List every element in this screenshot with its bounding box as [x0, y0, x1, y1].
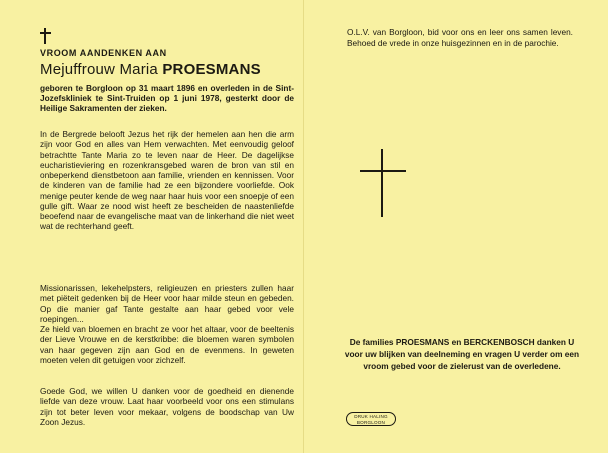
small-cross-icon	[40, 28, 51, 44]
printer-town: BORGLOON	[356, 420, 386, 425]
printer-name: DRUK HALING	[354, 414, 388, 419]
prayer-text: O.L.V. van Borgloon, bid voor ons en leer ons samen leven. Behoed de vrede in onze huisgezinnen en in de parochie.	[347, 27, 573, 48]
text-paragraph: In de Bergrede belooft Jezus het rijk der hemelen aan hen die arm zijn voor God en alles van Hem verwachten. Met eenvoudig geloof betrachtte Tante Maria zo te leven naar de Heer. De dagelijkse eucharistieviering en rozenkransgebed waren de bron van stil en onbeperkend dienstbetoon aan familie, vrienden en kennissen. Voor de kinderen van de familie had ze een bijzondere voorliefde. Ook menige peuter kende de weg naar haar huis voor een snoepje of een gulle gift. Waar ze nood wist heeft ze bescheiden de naastenliefde beoefend naar de evangelische maat van de linkerhand die niet weet wat de rechterhand geeft.	[40, 129, 294, 232]
families-thanks: De families PROESMANS en BERCKENBOSCH danken U voor uw blijken van deelneming en vragen U verder om een vroom gebed voor de zielerust van de overledene.	[344, 337, 580, 371]
text-paragraph: Ze hield van bloemen en bracht ze voor het altaar, voor de beeltenis der Lieve Vrouwe en de kerstkribbe: die bloemen waren symbolen van haar gegeven zijn aan God en de evenmens. In geweten moeten velen dit getuigen voor zichzelf.	[40, 324, 294, 365]
fold-line	[303, 0, 304, 453]
large-cross-icon	[360, 149, 406, 217]
memorial-heading: VROOM AANDENKEN AAN	[40, 48, 167, 58]
text-paragraph: Goede God, we willen U danken voor de goedheid en dienende liefde van deze vrouw. Laat haar voorbeeld voor ons een stimulans zijn tot beter leven voor mekaar, volgens de boodschap van Uw Zoon Jezus.	[40, 386, 294, 427]
name-surname: PROESMANS	[162, 61, 261, 78]
birth-death-info: geboren te Borgloon op 31 maart 1896 en overleden in de Sint-Jozefskliniek te Sint-Truiden op 1 juni 1978, gesterkt door de Heilige Sakramenten der zieken.	[40, 83, 294, 113]
text-paragraph: Missionarissen, lekehelpsters, religieuzen en priesters zullen haar met piëteit gedenken bij de Heer voor haar milde steun en gebeden. Op die manier gaf Tante gestalte aan haar gebed voor vele roepingen...	[40, 283, 294, 324]
printer-stamp	[346, 412, 396, 426]
name-prefix: Mejuffrouw Maria	[40, 61, 163, 78]
deceased-name	[40, 61, 261, 78]
